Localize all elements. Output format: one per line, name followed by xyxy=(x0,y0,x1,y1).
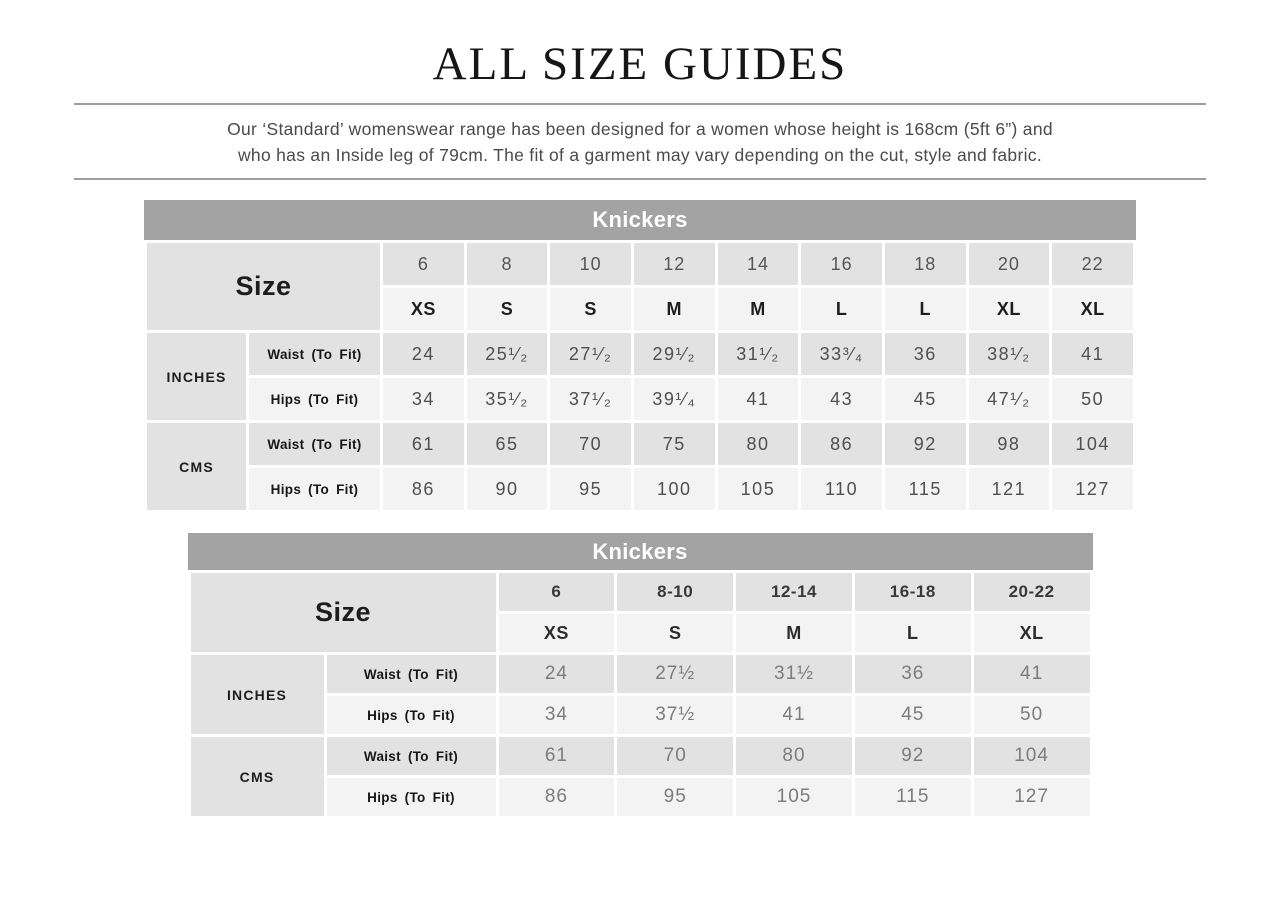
measurement-row xyxy=(189,654,1091,695)
size-value-cell: 105 xyxy=(735,777,854,818)
size-value-cell: 104 xyxy=(972,736,1091,777)
unit-label-cell: INCHES xyxy=(146,332,248,422)
measurement-row xyxy=(189,777,1091,818)
size-value-cell: 50 xyxy=(1051,377,1135,422)
size-value-cell: 65 xyxy=(465,422,549,467)
numeric-size-header: 8-10 xyxy=(616,572,735,613)
letter-size-header: S xyxy=(465,287,549,332)
size-value-cell: 31¹⁄₂ xyxy=(716,332,800,377)
size-value-cell: 115 xyxy=(883,467,967,512)
table-title-band: Knickers xyxy=(144,200,1136,240)
letter-size-header: L xyxy=(853,613,972,654)
size-guide-table xyxy=(144,240,1136,513)
size-value-cell: 86 xyxy=(382,467,466,512)
numeric-size-header: 12 xyxy=(632,242,716,287)
size-value-cell: 100 xyxy=(632,467,716,512)
size-value-cell: 61 xyxy=(382,422,466,467)
size-value-cell: 92 xyxy=(883,422,967,467)
size-value-cell: 36 xyxy=(883,332,967,377)
measure-label-cell: Waist (To Fit) xyxy=(248,422,382,467)
size-value-cell: 45 xyxy=(883,377,967,422)
size-value-cell: 45 xyxy=(853,695,972,736)
size-value-cell: 24 xyxy=(382,332,466,377)
size-value-cell: 33³⁄₄ xyxy=(800,332,884,377)
intro-line-2: who has an Inside leg of 79cm. The fit of a garment may vary depending on the cut, style and fabric. xyxy=(237,145,1042,165)
letter-size-header: XL xyxy=(972,613,1091,654)
measure-label-cell: Waist (To Fit) xyxy=(248,332,382,377)
size-value-cell: 98 xyxy=(967,422,1051,467)
divider-rule-top xyxy=(74,103,1206,105)
measure-label-cell: Hips (To Fit) xyxy=(325,777,497,818)
letter-size-header: XS xyxy=(382,287,466,332)
numeric-size-header-row xyxy=(189,572,1091,613)
size-value-cell: 41 xyxy=(972,654,1091,695)
measurement-row xyxy=(146,467,1135,512)
numeric-size-header: 22 xyxy=(1051,242,1135,287)
size-value-cell: 104 xyxy=(1051,422,1135,467)
size-value-cell: 70 xyxy=(549,422,633,467)
size-value-cell: 41 xyxy=(716,377,800,422)
size-value-cell: 29¹⁄₂ xyxy=(632,332,716,377)
size-value-cell: 36 xyxy=(853,654,972,695)
size-value-cell: 92 xyxy=(853,736,972,777)
measure-label-cell: Hips (To Fit) xyxy=(248,467,382,512)
letter-size-header: XS xyxy=(497,613,616,654)
numeric-size-header: 8 xyxy=(465,242,549,287)
size-value-cell: 27½ xyxy=(616,654,735,695)
size-value-cell: 39¹⁄₄ xyxy=(632,377,716,422)
letter-size-header: M xyxy=(735,613,854,654)
unit-label-cell: CMS xyxy=(146,422,248,512)
size-value-cell: 70 xyxy=(616,736,735,777)
size-value-cell: 31½ xyxy=(735,654,854,695)
numeric-size-header: 6 xyxy=(382,242,466,287)
letter-size-header: S xyxy=(616,613,735,654)
size-value-cell: 34 xyxy=(497,695,616,736)
letter-size-header: XL xyxy=(967,287,1051,332)
measurement-row xyxy=(146,377,1135,422)
size-value-cell: 41 xyxy=(1051,332,1135,377)
size-value-cell: 110 xyxy=(800,467,884,512)
letter-size-header: L xyxy=(883,287,967,332)
numeric-size-header: 16 xyxy=(800,242,884,287)
measure-label-cell: Waist (To Fit) xyxy=(325,736,497,777)
size-value-cell: 95 xyxy=(549,467,633,512)
size-value-cell: 115 xyxy=(853,777,972,818)
letter-size-header: L xyxy=(800,287,884,332)
numeric-size-header: 14 xyxy=(716,242,800,287)
size-value-cell: 121 xyxy=(967,467,1051,512)
numeric-size-header: 16-18 xyxy=(853,572,972,613)
size-value-cell: 43 xyxy=(800,377,884,422)
unit-label-cell: CMS xyxy=(189,736,325,818)
divider-rule-bottom xyxy=(74,178,1206,180)
unit-label-cell: INCHES xyxy=(189,654,325,736)
size-guide-table-grouped xyxy=(188,533,1093,819)
size-value-cell: 86 xyxy=(497,777,616,818)
measurement-row xyxy=(146,422,1135,467)
measure-label-cell: Hips (To Fit) xyxy=(248,377,382,422)
size-value-cell: 50 xyxy=(972,695,1091,736)
size-value-cell: 127 xyxy=(972,777,1091,818)
intro-line-1: Our ‘Standard’ womenswear range has been designed for a women whose height is 168cm (5ft 6”) and xyxy=(227,119,1053,139)
size-value-cell: 90 xyxy=(465,467,549,512)
size-value-cell: 27¹⁄₂ xyxy=(549,332,633,377)
size-value-cell: 37½ xyxy=(616,695,735,736)
numeric-size-header: 6 xyxy=(497,572,616,613)
measurement-row xyxy=(189,695,1091,736)
size-value-cell: 80 xyxy=(716,422,800,467)
letter-size-header: S xyxy=(549,287,633,332)
measure-label-cell: Hips (To Fit) xyxy=(325,695,497,736)
size-value-cell: 41 xyxy=(735,695,854,736)
table-title-band: Knickers xyxy=(188,533,1093,570)
size-label-cell: Size xyxy=(146,242,382,332)
numeric-size-header: 20-22 xyxy=(972,572,1091,613)
size-value-cell: 80 xyxy=(735,736,854,777)
size-value-cell: 35¹⁄₂ xyxy=(465,377,549,422)
letter-size-header: XL xyxy=(1051,287,1135,332)
measurement-row xyxy=(146,332,1135,377)
letter-size-header: M xyxy=(632,287,716,332)
size-value-cell: 34 xyxy=(382,377,466,422)
size-label-cell: Size xyxy=(189,572,497,654)
numeric-size-header: 10 xyxy=(549,242,633,287)
measurement-row xyxy=(189,736,1091,777)
size-guide-table-detailed xyxy=(144,200,1136,513)
intro-paragraph xyxy=(74,116,1206,168)
size-value-cell: 47¹⁄₂ xyxy=(967,377,1051,422)
size-value-cell: 24 xyxy=(497,654,616,695)
size-value-cell: 95 xyxy=(616,777,735,818)
numeric-size-header: 20 xyxy=(967,242,1051,287)
size-value-cell: 127 xyxy=(1051,467,1135,512)
size-value-cell: 38¹⁄₂ xyxy=(967,332,1051,377)
size-value-cell: 37¹⁄₂ xyxy=(549,377,633,422)
size-guide-table xyxy=(188,570,1093,819)
size-value-cell: 105 xyxy=(716,467,800,512)
size-value-cell: 75 xyxy=(632,422,716,467)
measure-label-cell: Waist (To Fit) xyxy=(325,654,497,695)
page-title: ALL SIZE GUIDES xyxy=(432,38,848,90)
size-value-cell: 61 xyxy=(497,736,616,777)
numeric-size-header: 18 xyxy=(883,242,967,287)
size-value-cell: 86 xyxy=(800,422,884,467)
size-value-cell: 25¹⁄₂ xyxy=(465,332,549,377)
letter-size-header: M xyxy=(716,287,800,332)
numeric-size-header-row xyxy=(146,242,1135,287)
numeric-size-header: 12-14 xyxy=(735,572,854,613)
